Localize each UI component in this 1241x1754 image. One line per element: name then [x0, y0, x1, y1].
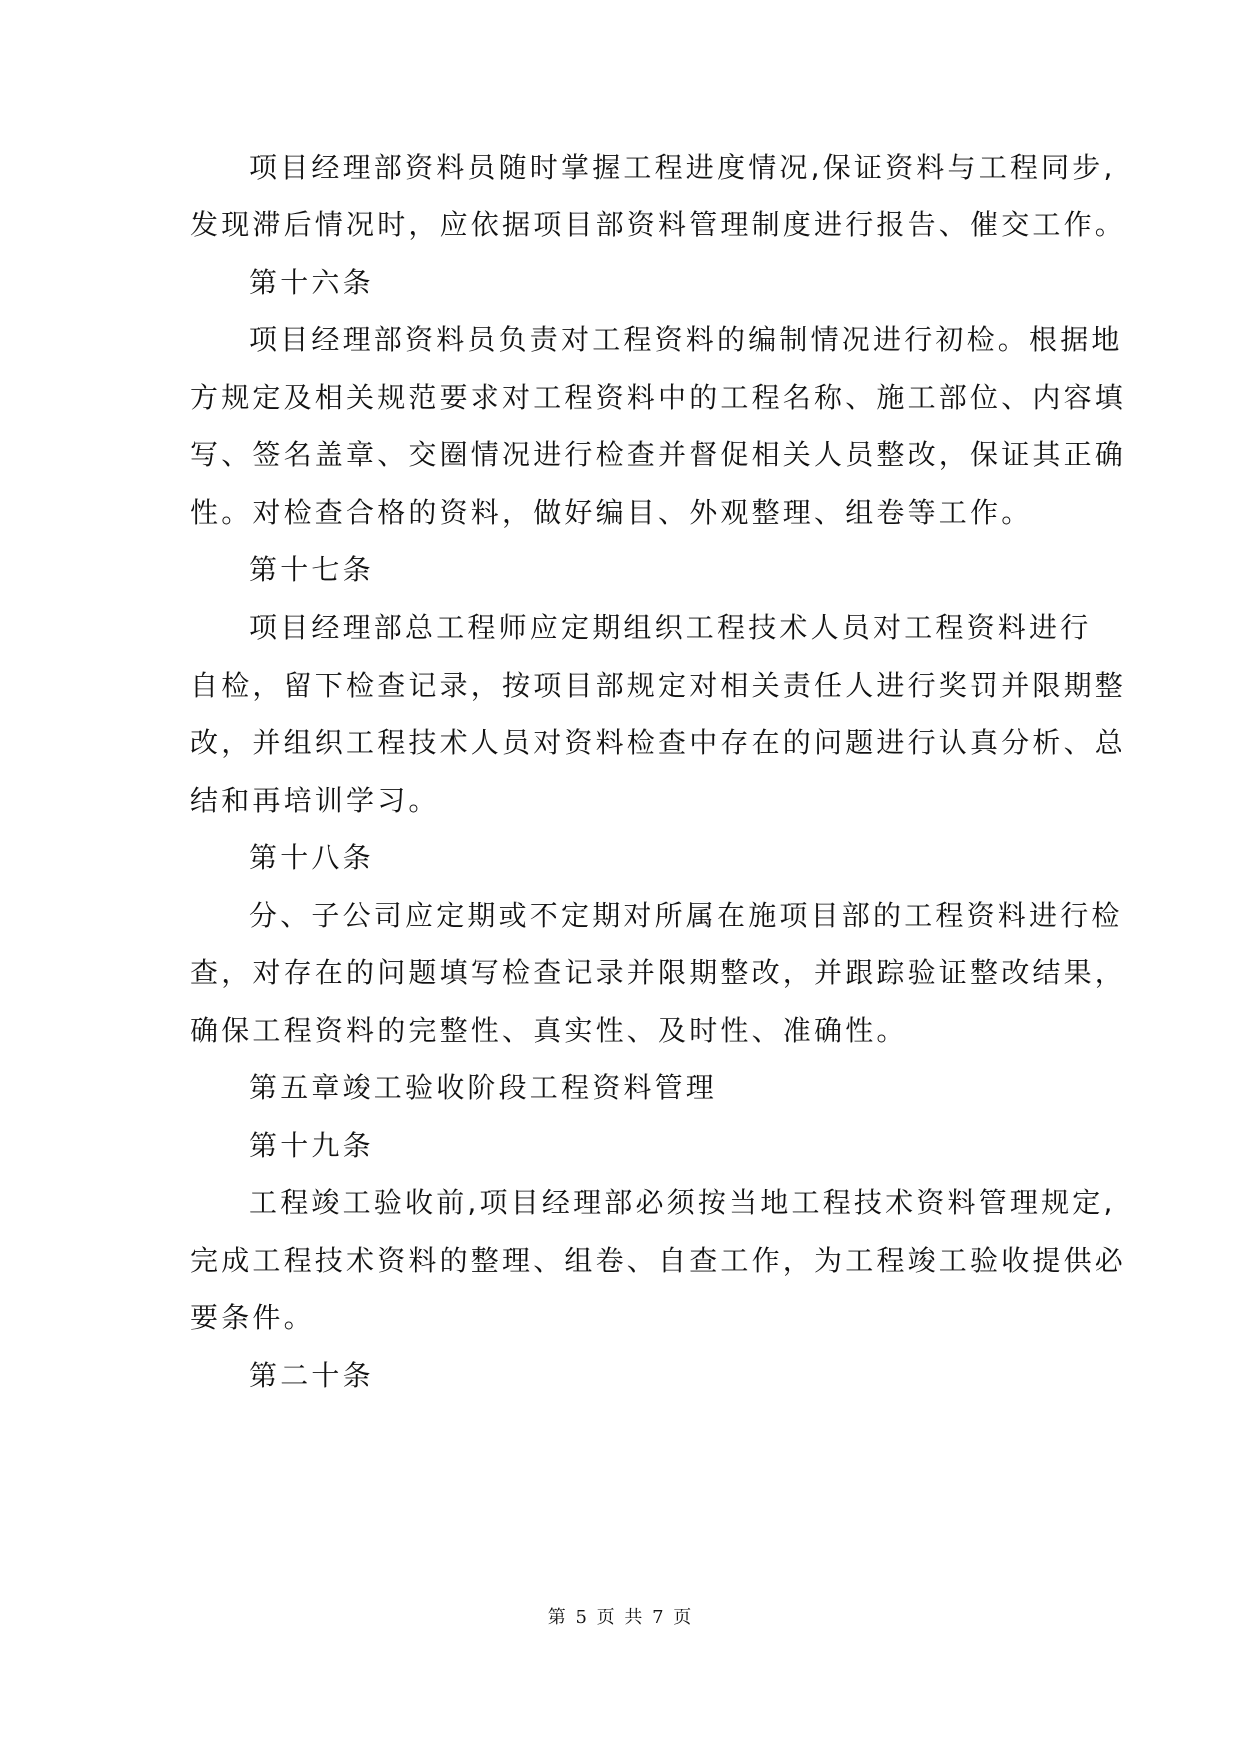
paragraph-line: 自检，留下检查记录，按项目部规定对相关责任人进行奖罚并限期整 — [190, 669, 1127, 702]
article-heading: 第二十条 — [249, 1359, 374, 1392]
article-heading: 第十九条 — [249, 1129, 374, 1162]
paragraph-line: 结和再培训学习。 — [190, 784, 440, 817]
paragraph-line: 改，并组织工程技术人员对资料检查中存在的问题进行认真分析、总 — [190, 726, 1127, 759]
article-heading: 第十七条 — [249, 553, 374, 586]
paragraph-line: 性。对检查合格的资料，做好编目、外观整理、组卷等工作。 — [190, 496, 1033, 529]
paragraph-line: 确保工程资料的完整性、真实性、及时性、准确性。 — [190, 1014, 908, 1047]
article-heading: 第十六条 — [249, 266, 374, 299]
paragraph-line: 要条件。 — [190, 1301, 315, 1334]
paragraph-line: 写、签名盖章、交圈情况进行检查并督促相关人员整改，保证其正确 — [190, 438, 1127, 471]
paragraph-line: 发现滞后情况时，应依据项目部资料管理制度进行报告、催交工作。 — [190, 208, 1127, 241]
paragraph-line: 方规定及相关规范要求对工程资料中的工程名称、施工部位、内容填 — [190, 381, 1127, 414]
paragraph-line: 项目经理部总工程师应定期组织工程技术人员对工程资料进行 — [249, 611, 1092, 644]
paragraph-line: 项目经理部资料员负责对工程资料的编制情况进行初检。根据地 — [249, 323, 1123, 356]
paragraph-line: 工程竣工验收前,项目经理部必须按当地工程技术资料管理规定, — [249, 1186, 1116, 1219]
article-heading: 第十八条 — [249, 841, 374, 874]
paragraph-line: 项目经理部资料员随时掌握工程进度情况,保证资料与工程同步, — [249, 151, 1116, 184]
paragraph-line: 分、子公司应定期或不定期对所属在施项目部的工程资料进行检 — [249, 899, 1123, 932]
chapter-heading: 第五章竣工验收阶段工程资料管理 — [249, 1071, 718, 1104]
paragraph-line: 完成工程技术资料的整理、组卷、自查工作，为工程竣工验收提供必 — [190, 1244, 1127, 1277]
paragraph-line: 查，对存在的问题填写检查记录并限期整改，并跟踪验证整改结果， — [190, 956, 1127, 989]
page-number-footer: 第 5 页 共 7 页 — [547, 1607, 694, 1628]
